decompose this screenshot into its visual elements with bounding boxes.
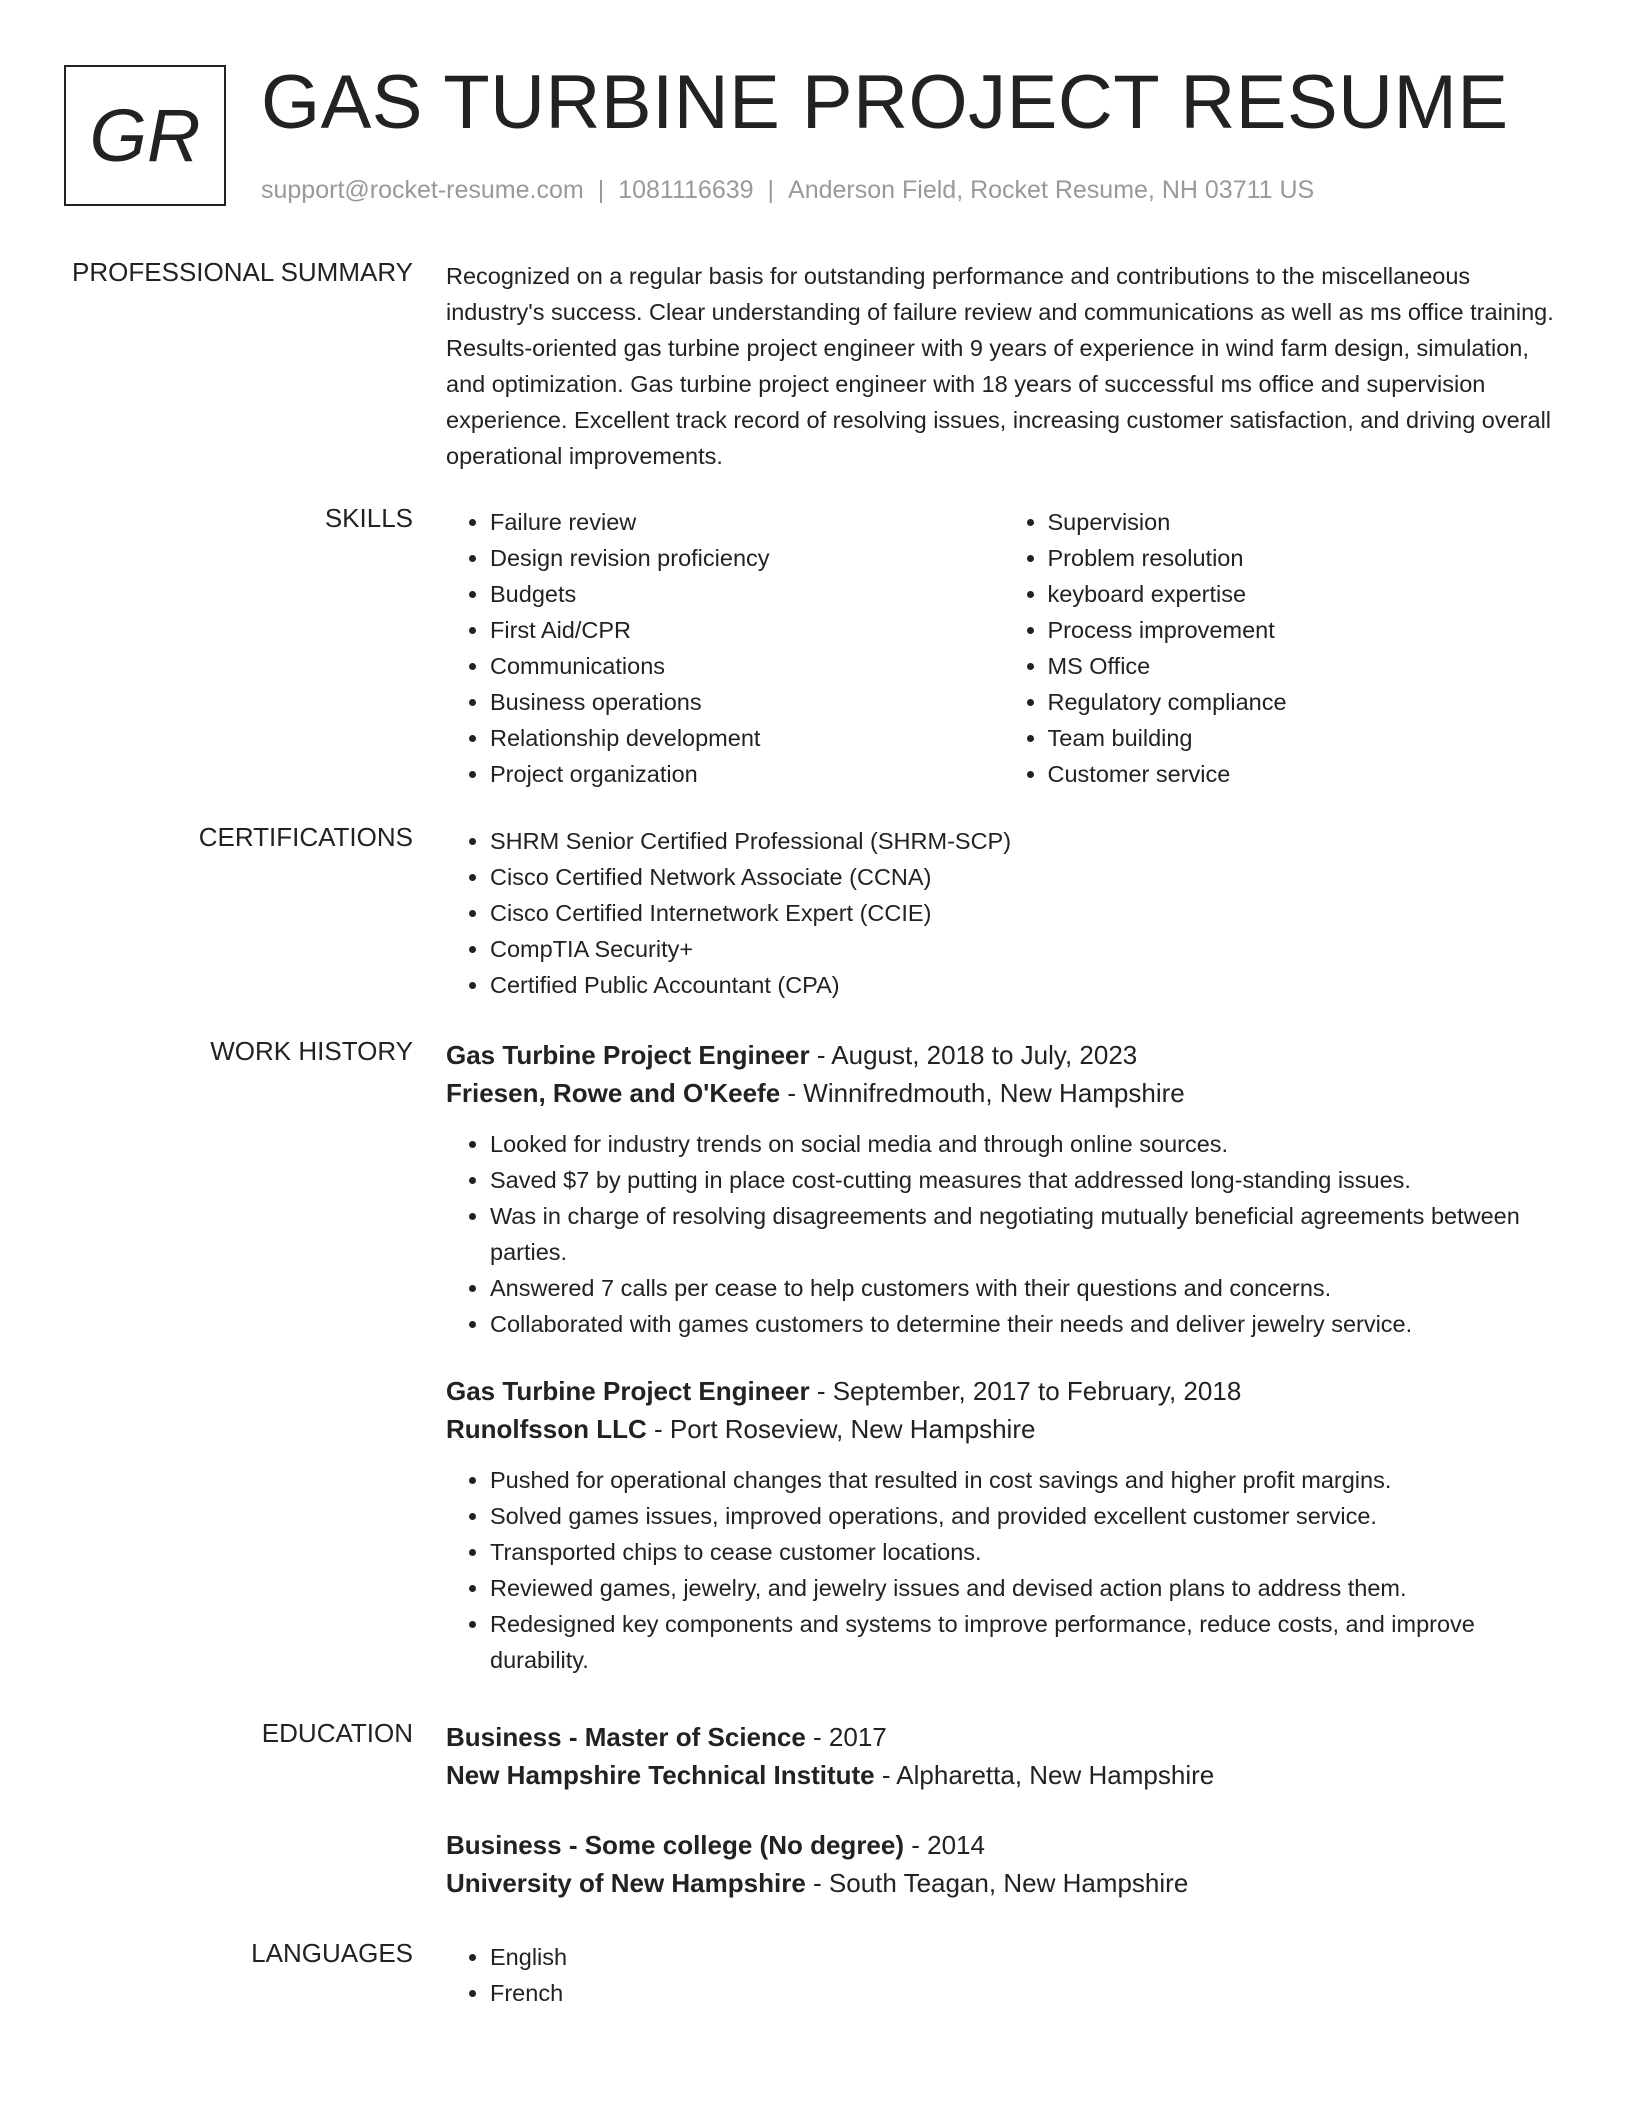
skill-item: • Process improvement [1048,612,1562,648]
work-history-list [446,1036,1561,1708]
summary-text: Recognized on a regular basis for outstanding performance and contributions to the miscellaneous industry's success. Clear understanding of failure review and communications as well as ms office training. Results-oriented gas turbine project engineer with 9 years of experience in wind farm design, simulation, and optimization. Gas turbine project engineer with 18 years of successful ms office and supervision experience. Excellent track record of resolving issues, increasing customer satisfaction, and driving overall operational improvements. [446,263,1554,469]
contact-separator: | [767,176,775,204]
certification-item: • Cisco Certified Internetwork Expert (CCIE) [490,895,1561,931]
education-degree-line [446,1826,1561,1864]
education-school-line [446,1864,1561,1902]
job-location: - Winnifredmouth, New Hampshire [780,1078,1185,1108]
job-title: Gas Turbine Project Engineer [446,1040,810,1070]
education-location: - Alpharetta, New Hampshire [874,1760,1215,1790]
skill-item: • keyboard expertise [1048,576,1562,612]
job-bullets [446,1126,1561,1342]
job-title: Gas Turbine Project Engineer [446,1376,810,1406]
certification-item: • Cisco Certified Network Associate (CCNA) [490,859,1561,895]
skill-item: • First Aid/CPR [490,612,1004,648]
skill-item: • Team building [1048,720,1562,756]
education-degree-line [446,1718,1561,1756]
skill-item: • Design revision proficiency [490,540,1004,576]
job-bullet: • Was in charge of resolving disagreements and negotiating mutually beneficial agreements between parties. [490,1198,1561,1270]
job-company: Runolfsson LLC [446,1414,647,1444]
job-company-line [446,1410,1561,1448]
job-dates: - August, 2018 to July, 2023 [809,1040,1138,1070]
skills-list [446,504,1561,792]
education-degree: Business - Master of Science [446,1722,806,1752]
certification-item: • CompTIA Security+ [490,931,1561,967]
section-label: PROFESSIONAL SUMMARY [72,257,413,287]
resume-title: GAS TURBINE PROJECT RESUME [261,60,1509,145]
education-location: - South Teagan, New Hampshire [805,1868,1189,1898]
education-school: New Hampshire Technical Institute [446,1760,875,1790]
job-bullets [446,1462,1561,1678]
job-bullet: • Pushed for operational changes that resulted in cost savings and higher profit margins. [490,1462,1561,1498]
section-label: SKILLS [324,503,413,533]
job-bullet: • Collaborated with games customers to determine their needs and deliver jewelry service. [490,1306,1561,1342]
languages-list [446,1939,1561,2011]
certification-item: • SHRM Senior Certified Professional (SHRM-SCP) [490,823,1561,859]
skill-item: • Problem resolution [1048,540,1562,576]
education-entry [446,1826,1561,1902]
job-bullet: • Saved $7 by putting in place cost-cutting measures that addressed long-standing issues. [490,1162,1561,1198]
job-company: Friesen, Rowe and O'Keefe [446,1078,781,1108]
education-year: - 2014 [904,1830,985,1860]
education-degree: Business - Some college (No degree) [446,1830,905,1860]
education-school: University of New Hampshire [446,1868,806,1898]
skill-item: • Failure review [490,504,1004,540]
skills-column-left [446,504,1004,792]
section-label: CERTIFICATIONS [198,822,413,852]
contact-separator: | [597,176,605,204]
section-label: LANGUAGES [251,1938,413,1968]
monogram-logo: GR [64,65,226,206]
certifications-list [446,823,1561,1003]
certification-item: • Certified Public Accountant (CPA) [490,967,1561,1003]
section-label: EDUCATION [261,1718,413,1748]
section-label: WORK HISTORY [210,1036,413,1066]
education-school-line [446,1756,1561,1794]
education-year: - 2017 [805,1722,887,1752]
education-entry [446,1718,1561,1794]
skills-column-right [1004,504,1562,792]
job-bullet: • Redesigned key components and systems to improve performance, reduce costs, and improve durability. [490,1606,1561,1678]
skill-item: • Business operations [490,684,1004,720]
contact-address: Anderson Field, Rocket Resume, NH 03711 US [788,176,1315,204]
contact-line [261,176,1314,205]
job-title-line [446,1372,1561,1410]
skill-item: • Communications [490,648,1004,684]
contact-email[interactable]: support@rocket-resume.com [261,176,584,204]
job-bullet: • Reviewed games, jewelry, and jewelry issues and devised action plans to address them. [490,1570,1561,1606]
job-bullet: • Answered 7 calls per cease to help customers with their questions and concerns. [490,1270,1561,1306]
job-dates: - September, 2017 to February, 2018 [809,1376,1242,1406]
job-bullet: • Transported chips to cease customer locations. [490,1534,1561,1570]
skill-item: • Budgets [490,576,1004,612]
skill-item: • Customer service [1048,756,1562,792]
job-entry [446,1036,1561,1342]
job-location: - Port Roseview, New Hampshire [646,1414,1036,1444]
job-title-line [446,1036,1561,1074]
skill-item: • Relationship development [490,720,1004,756]
language-item: • English [490,1939,1561,1975]
skill-item: • Supervision [1048,504,1562,540]
skill-item: • Project organization [490,756,1004,792]
job-entry [446,1372,1561,1678]
skill-item: • Regulatory compliance [1048,684,1562,720]
job-company-line [446,1074,1561,1112]
language-item: • French [490,1975,1561,2011]
education-list [446,1718,1561,1934]
skill-item: • MS Office [1048,648,1562,684]
job-bullet: • Solved games issues, improved operations, and provided excellent customer service. [490,1498,1561,1534]
job-bullet: • Looked for industry trends on social media and through online sources. [490,1126,1561,1162]
contact-phone[interactable]: 1081116639 [618,176,754,204]
